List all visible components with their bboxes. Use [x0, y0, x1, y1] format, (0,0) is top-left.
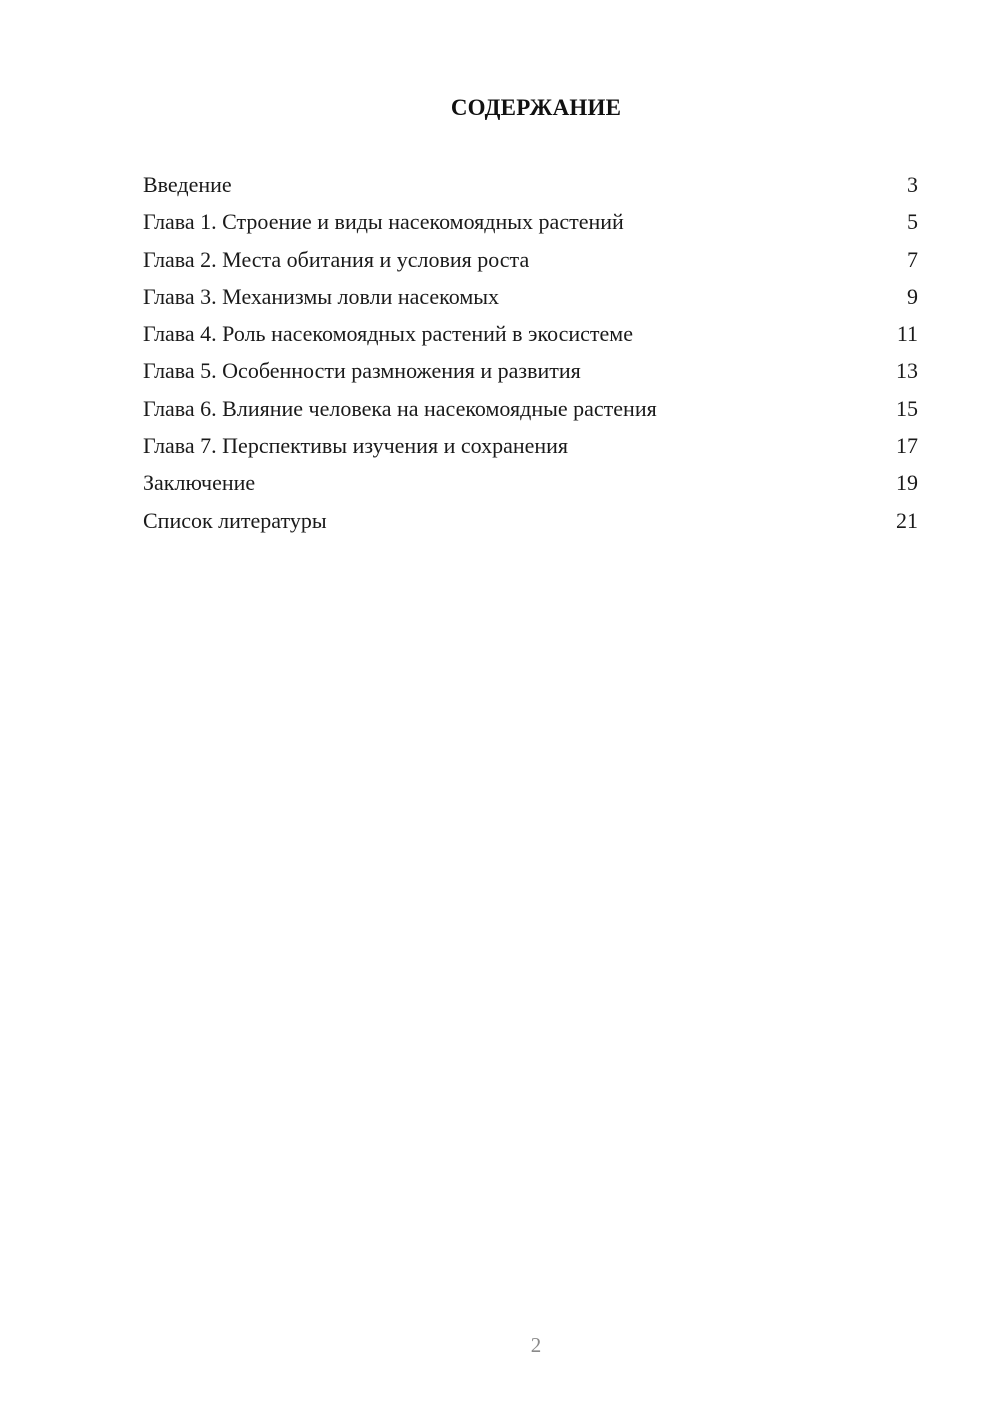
toc-entry-title: Заключение	[143, 470, 256, 496]
toc-entry-page-number: 11	[896, 321, 918, 347]
toc-entry-chapter-6	[143, 390, 918, 427]
toc-entry-chapter-5	[143, 352, 918, 389]
toc-entry-page-number: 5	[907, 209, 918, 235]
toc-entry-references	[143, 502, 918, 539]
toc-entry-title: Введение	[143, 172, 232, 197]
toc-entry-title: Глава 5. Особенности размножения и развития	[143, 358, 581, 384]
toc-entry-chapter-3	[143, 278, 918, 315]
toc-entry-page-number: 9	[907, 283, 918, 309]
toc-entry-title: Глава 1. Строение и виды насекомоядных растений	[143, 209, 624, 235]
toc-entry-page-number: 21	[896, 507, 918, 533]
toc-entry-introduction	[143, 166, 918, 203]
toc-entry-page-number: 17	[896, 433, 918, 459]
toc-entry-title: Глава 7. Перспективы изучения и сохранения	[143, 433, 569, 459]
page-number: 2	[530, 1333, 542, 1357]
toc-entry-page-number: 7	[907, 246, 918, 272]
toc-entry-title: Глава 3. Механизмы ловли насекомых	[143, 283, 500, 309]
toc-entry-chapter-1	[143, 203, 918, 240]
toc-entry-conclusion	[143, 464, 918, 501]
table-of-contents	[143, 166, 918, 539]
toc-entry-title: Глава 4. Роль насекомоядных растений в экосистеме	[143, 321, 633, 347]
toc-entry-title: Список литературы	[143, 507, 327, 533]
toc-entry-page-number: 13	[896, 358, 918, 384]
toc-entry-page-number: 3	[907, 172, 918, 197]
toc-entry-chapter-7	[143, 427, 918, 464]
toc-entry-title: Глава 6. Влияние человека на насекомоядные растения	[143, 395, 657, 421]
toc-entry-chapter-4	[143, 315, 918, 352]
page-title: СОДЕРЖАНИЕ	[450, 95, 622, 120]
toc-entry-chapter-2	[143, 241, 918, 278]
toc-entry-title: Глава 2. Места обитания и условия роста	[143, 246, 530, 272]
toc-entry-page-number: 19	[896, 470, 918, 496]
toc-entry-page-number: 15	[896, 395, 918, 421]
